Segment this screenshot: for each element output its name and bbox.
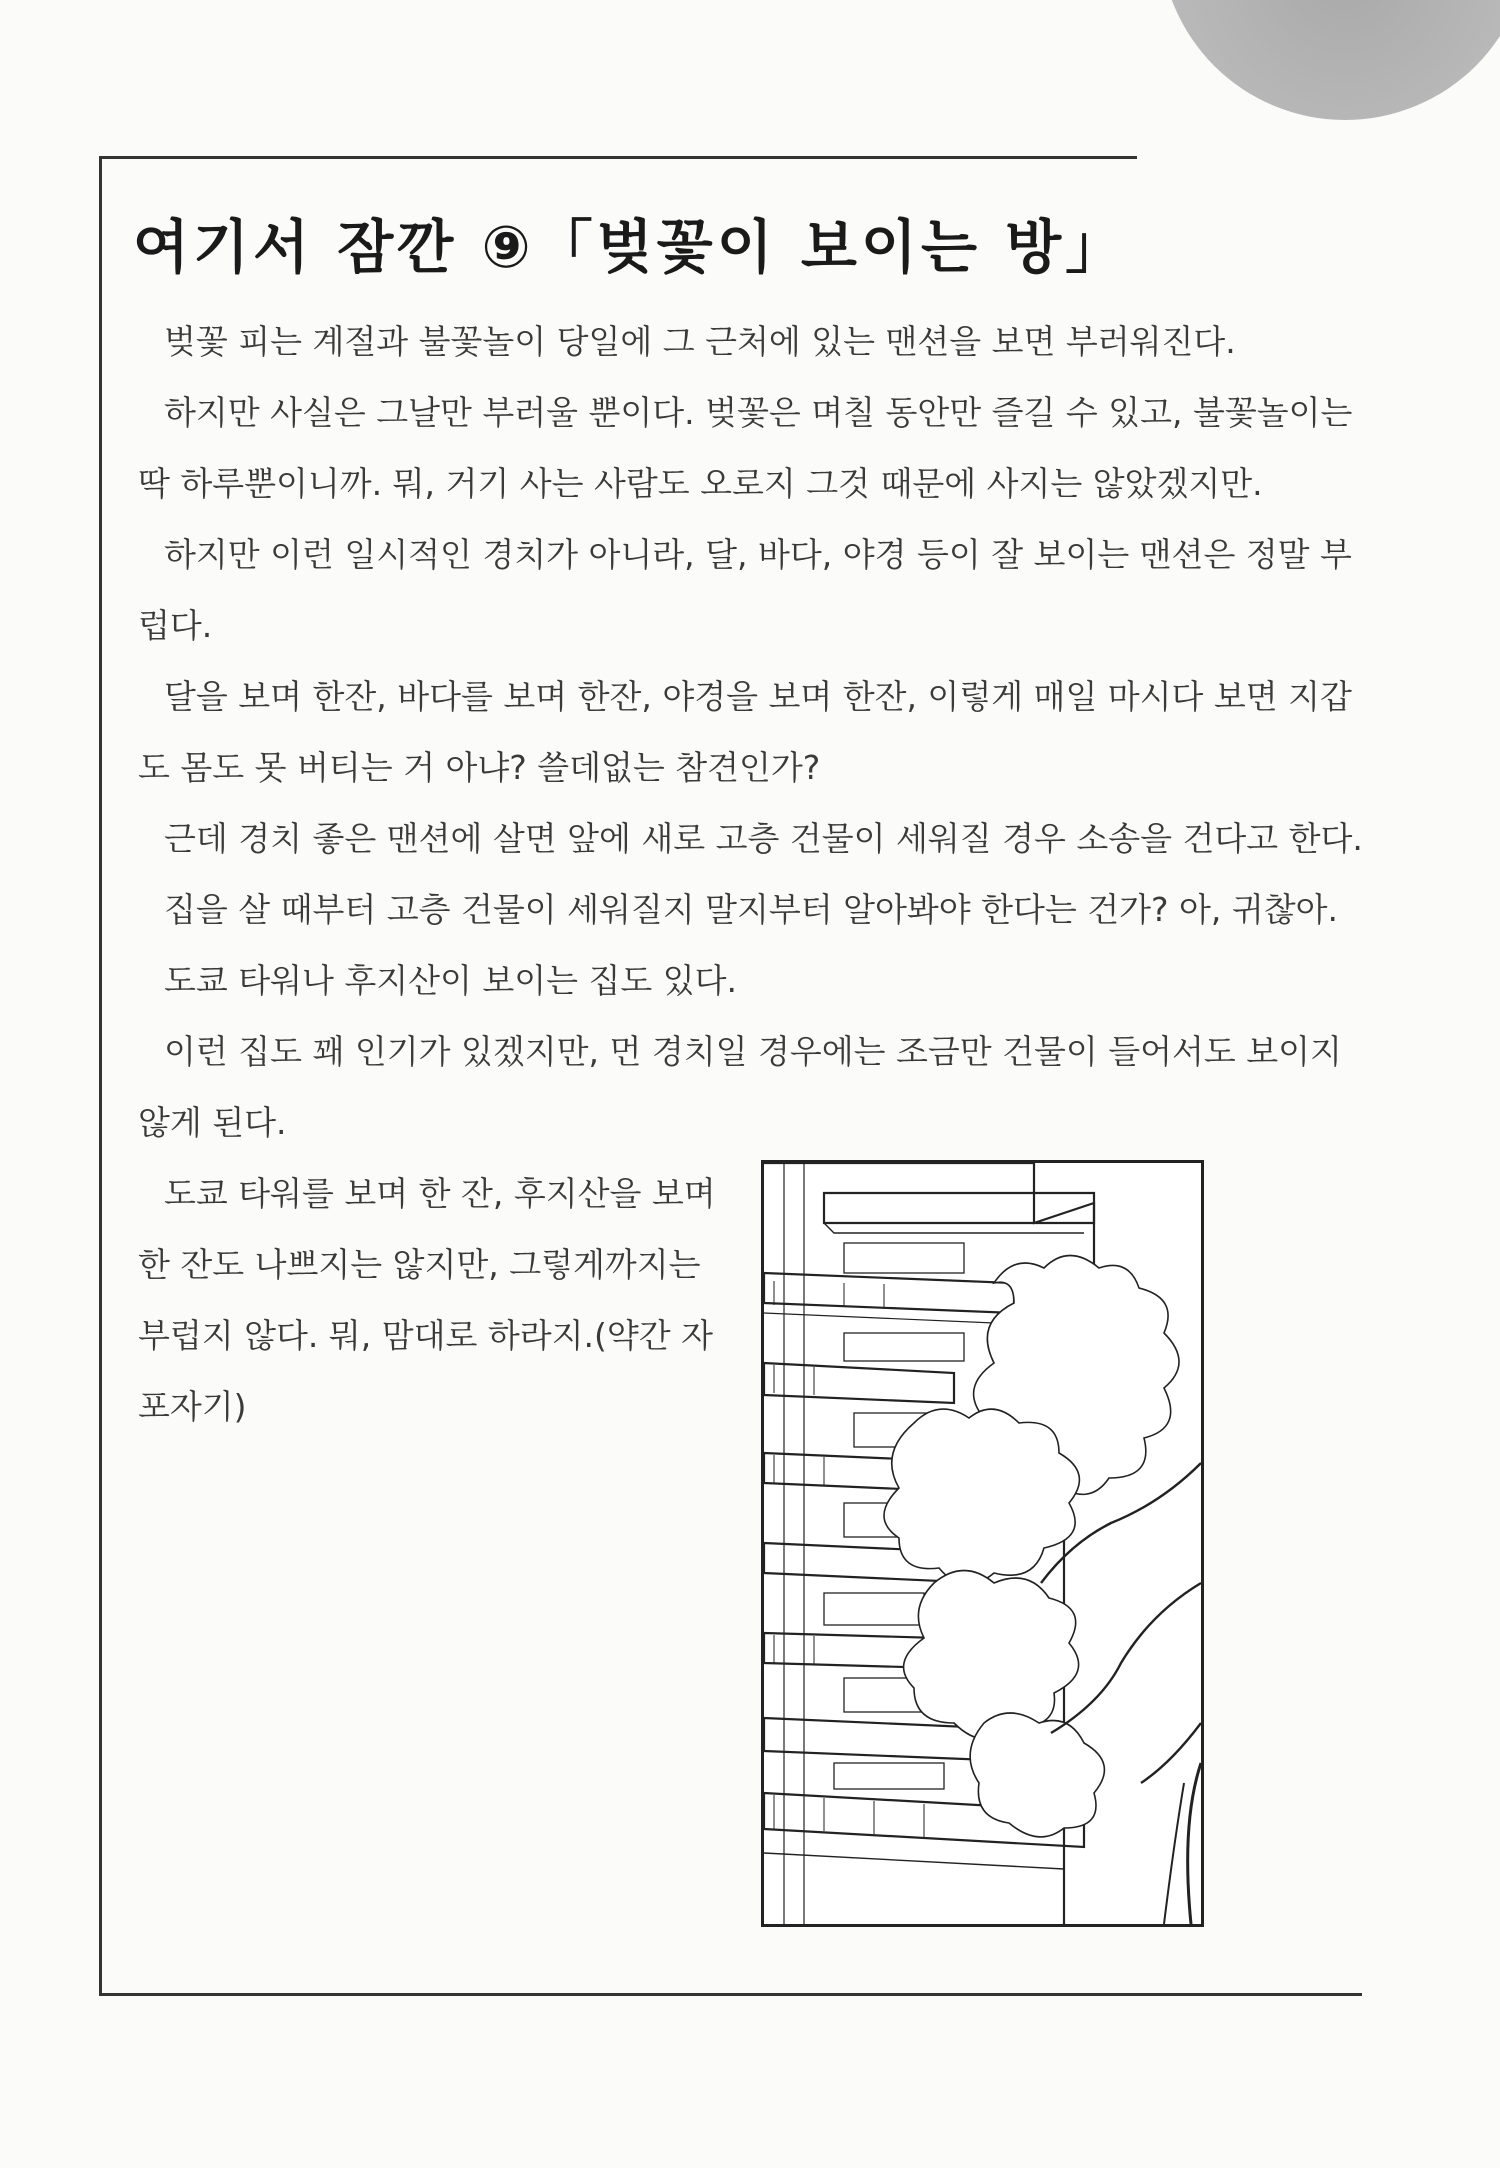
corner-decoration [1160,0,1500,120]
paragraph: 집을 살 때부터 고층 건물이 세워질지 말지부터 알아봐야 한다는 건가? 아, 귀찮아. [164,890,1338,929]
paragraph: 도쿄 타워를 보며 한 잔, 후지산을 보며 한 잔도 나쁘지는 않지만, 그렇게까지는 부럽지 않다. 뭐, 맘대로 하라지.(약간 자포자기) [138,1174,716,1426]
paragraph: 벚꽃 피는 계절과 불꽃놀이 당일에 그 근처에 있는 맨션을 보면 부러워진다. [164,322,1236,361]
paragraph: 이런 집도 꽤 인기가 있겠지만, 먼 경치일 경우에는 조금만 건물이 들어서도 보이지 않게 된다. [138,1032,1342,1142]
page-title: 여기서 잠깐 ⑨「벚꽃이 보이는 방」 [133,213,1128,281]
frame-bottom-rule [99,1993,1362,1996]
paragraph: 도쿄 타워나 후지산이 보이는 집도 있다. [164,961,737,1000]
paragraph: 하지만 이런 일시적인 경치가 아니라, 달, 바다, 야경 등이 잘 보이는 맨션은 정말 부럽다. [138,535,1352,645]
paragraph: 달을 보며 한잔, 바다를 보며 한잔, 야경을 보며 한잔, 이렇게 매일 마시다 보면 지갑도 몸도 못 버티는 거 아냐? 쓸데없는 참견인가? [138,677,1352,787]
paragraph: 근데 경치 좋은 맨션에 살면 앞에 새로 고층 건물이 세워질 경우 소송을 건다고 한다. [164,819,1363,858]
apartment-cherry-blossom-illustration [761,1160,1204,1927]
frame-top-rule [100,156,1137,159]
illustration-drawing [764,1163,1201,1924]
frame-left-rule [99,156,102,1996]
paragraph: 하지만 사실은 그날만 부러울 뿐이다. 벚꽃은 며칠 동안만 즐길 수 있고, 불꽃놀이는 딱 하루뿐이니까. 뭐, 거기 사는 사람도 오로지 그것 때문에 사지는 않았겠지만. [138,393,1353,503]
